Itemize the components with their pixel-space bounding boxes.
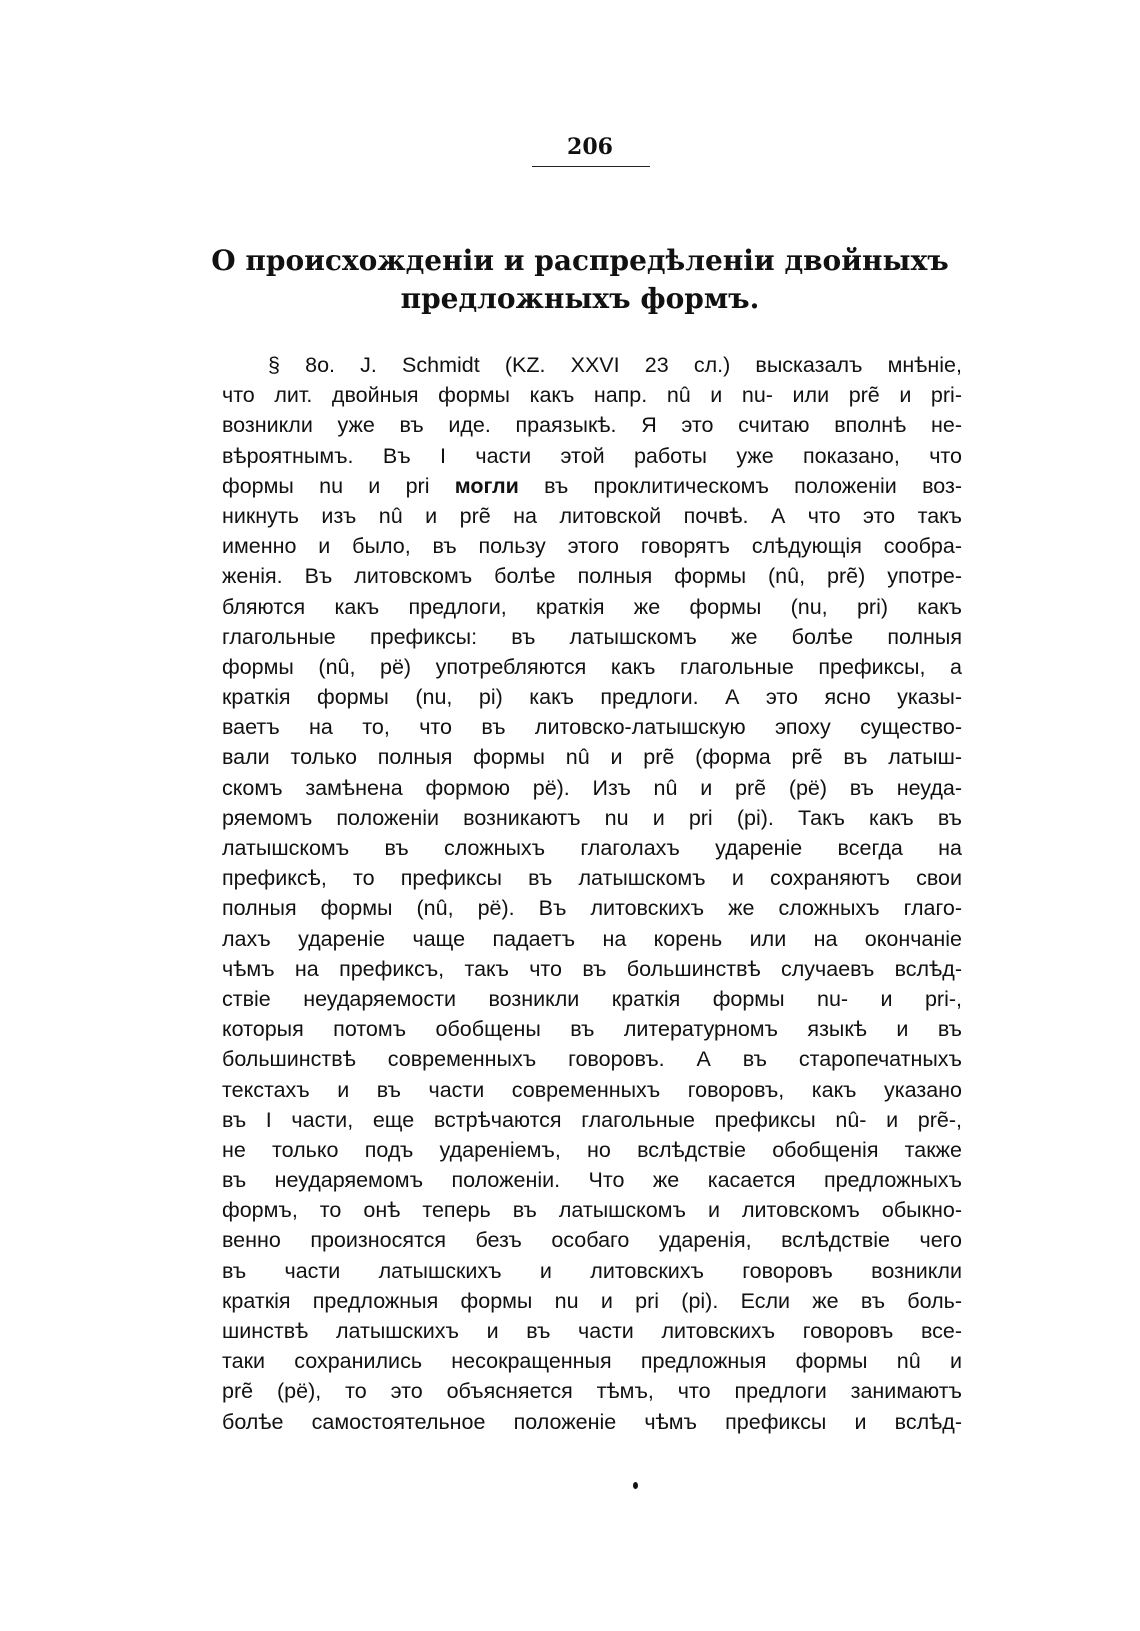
section-title [200, 242, 960, 318]
text-line: текстахъ и въ части современныхъ говоровъ, какъ указано [222, 1077, 962, 1102]
text-line: женія. Въ литовскомъ болѣе полныя формы (nû, prẽ) употре- [222, 564, 962, 589]
text-line: § 8о. J. Schmidt (KZ. XXVI 23 сл.) высказалъ мнѣніе, [268, 353, 962, 377]
emphasized-word: могли [454, 473, 519, 498]
text-line: латышскомъ въ сложныхъ глаголахъ удареніе всегда на [222, 836, 962, 860]
text-line: полныя формы (nû, pë). Въ литовскихъ же сложныхъ глаго- [222, 896, 962, 921]
text-line: шинствѣ латышскихъ и въ части литовскихъ говоровъ все- [222, 1319, 962, 1343]
body-paragraph [222, 350, 962, 1437]
text-line: что лит. двойныя формы какъ напр. nû и nu- или prẽ и pri- [222, 383, 962, 408]
text-line: вѣроятнымъ. Въ I части этой работы уже показано, что [222, 443, 962, 468]
text-line: въ I части, еще встрѣчаются глагольные префиксы nû- и prẽ-, [222, 1107, 962, 1132]
text-line [222, 471, 962, 501]
text-line: краткія формы (nu, pi) какъ предлоги. А это ясно указы- [222, 685, 962, 710]
text-line: ствіе неударяемости возникли краткія формы nu- и pri-, [222, 986, 962, 1011]
text-line: въ части латышскихъ и литовскихъ говоровъ возникли [222, 1258, 962, 1283]
text-line: бляются какъ предлоги, краткія же формы (nu, pri) какъ [222, 594, 962, 619]
text-line: въ неударяемомъ положеніи. Что же касается предложныхъ [222, 1168, 962, 1193]
text-line: венно произносятся безъ особаго ударенія, вслѣдствіе чего [222, 1228, 962, 1253]
text-line: никнуть изъ nû и prẽ на литовской почвѣ. А что это такъ [222, 503, 962, 528]
text-line: таки сохранились несокращенныя предложныя формы nû и [222, 1349, 962, 1374]
text-line: ряемомъ положеніи возникаютъ nu и pri (pi). Такъ какъ въ [222, 805, 962, 830]
text-line: вали только полныя формы nû и prẽ (форма prẽ въ латыш- [222, 745, 962, 770]
ink-dot [633, 1482, 638, 1489]
text-line: формъ, то онѣ теперь въ латышскомъ и литовскомъ обыкно- [222, 1198, 962, 1223]
text-line: именно и было, въ пользу этого говорятъ слѣдующія сообра- [222, 534, 962, 559]
text-line: ваетъ на то, что въ литовско-латышскую эпоху существо- [222, 715, 962, 740]
title-line: предложныхъ формъ. [400, 282, 760, 315]
text-line: возникли уже въ иде. праязыкѣ. Я это считаю вполнѣ не- [222, 413, 962, 438]
text-line: формы (nû, pë) употребляются какъ глагольные префиксы, а [222, 654, 962, 679]
text-line: глагольные префиксы: въ латышскомъ же болѣе полныя [222, 624, 962, 649]
text-line: краткія предложныя формы nu и pri (pi). Если же въ боль- [222, 1288, 962, 1313]
page-number-rule [532, 166, 650, 167]
text-line: не только подъ удареніемъ, но вслѣдствіе обобщенія также [222, 1137, 962, 1162]
text-line: болѣе самостоятельное положеніе чѣмъ префиксы и вслѣд- [222, 1409, 962, 1434]
text-run: формы nu и pri [222, 473, 455, 498]
text-line: префиксѣ, то префиксы въ латышскомъ и сохраняютъ свои [222, 866, 962, 891]
text-line: лахъ удареніе чаще падаетъ на корень или на окончаніе [222, 926, 962, 951]
page-number: 206 [567, 134, 613, 160]
text-line: чѣмъ на префиксъ, такъ что въ большинствѣ случаевъ вслѣд- [222, 956, 962, 981]
text-line: скомъ замѣнена формою pë). Изъ nû и prẽ (pë) въ неуда- [222, 775, 962, 800]
text-line: prẽ (pë), то это объясняется тѣмъ, что предлоги занимаютъ [222, 1379, 962, 1404]
text-run: въ проклитическомъ положеніи воз- [518, 473, 962, 498]
text-line: которыя потомъ обобщены въ литературномъ языкѣ и въ [222, 1017, 962, 1042]
title-line: О происхожденіи и распредѣленіи двойныхъ [211, 244, 949, 277]
text-line: большинствѣ современныхъ говоровъ. А въ старопечатныхъ [222, 1047, 962, 1072]
